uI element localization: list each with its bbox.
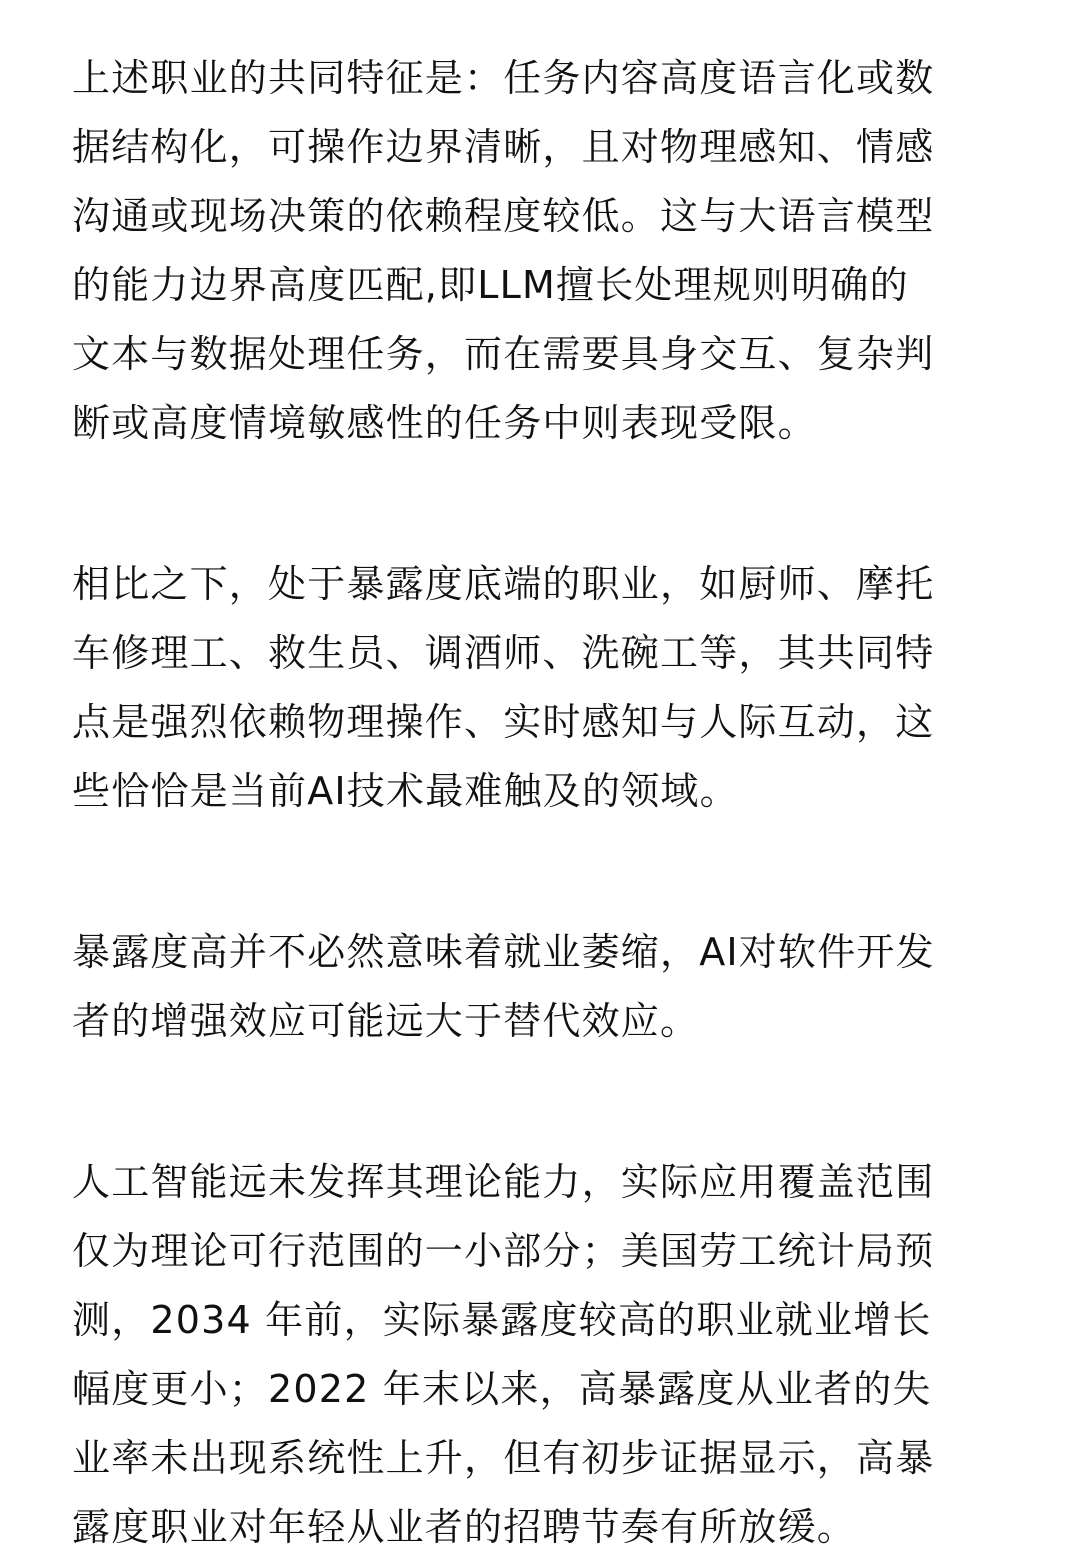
text-line: 沟通或现场决策的依赖程度较低。这与大语言模型: [72, 194, 935, 238]
paragraph-spacer: [72, 458, 1012, 550]
paragraph-spacer: [72, 826, 1012, 918]
text-line: 业率未出现系统性上升，但有初步证据显示，高暴: [72, 1436, 935, 1480]
paragraph-1: [72, 44, 1012, 458]
text-line: 上述职业的共同特征是：任务内容高度语言化或数: [72, 56, 935, 100]
paragraph-3: [72, 918, 1012, 1056]
paragraph-spacer: [72, 1056, 1012, 1148]
text-line: 些恰恰是当前AI技术最难触及的领域。: [72, 769, 739, 813]
text-line: 相比之下，处于暴露度底端的职业，如厨师、摩托: [72, 562, 935, 606]
text-line: 暴露度高并不必然意味着就业萎缩，AI对软件开发: [72, 930, 935, 974]
text-line: 仅为理论可行范围的一小部分；美国劳工统计局预: [72, 1229, 935, 1273]
paragraph-4: [72, 1148, 1012, 1562]
text-line: 幅度更小；2022 年末以来，高暴露度从业者的失: [72, 1367, 932, 1411]
paragraph-2: [72, 550, 1012, 826]
text-line: 车修理工、救生员、调酒师、洗碗工等，其共同特: [72, 631, 935, 675]
article-body: [72, 44, 1012, 1562]
text-line: 露度职业对年轻从业者的招聘节奏有所放缓。: [72, 1505, 857, 1549]
text-line: 据结构化，可操作边界清晰，且对物理感知、情感: [72, 125, 935, 169]
text-line: 者的增强效应可能远大于替代效应。: [72, 999, 700, 1043]
text-line: 断或高度情境敏感性的任务中则表现受限。: [72, 401, 817, 445]
text-line: 测，2034 年前，实际暴露度较高的职业就业增长: [72, 1298, 932, 1342]
text-line: 文本与数据处理任务，而在需要具身交互、复杂判: [72, 332, 935, 376]
text-line: 人工智能远未发挥其理论能力，实际应用覆盖范围: [72, 1160, 935, 1204]
text-line: 的能力边界高度匹配,即LLM擅长处理规则明确的: [72, 263, 909, 307]
text-line: 点是强烈依赖物理操作、实时感知与人际互动，这: [72, 700, 935, 744]
